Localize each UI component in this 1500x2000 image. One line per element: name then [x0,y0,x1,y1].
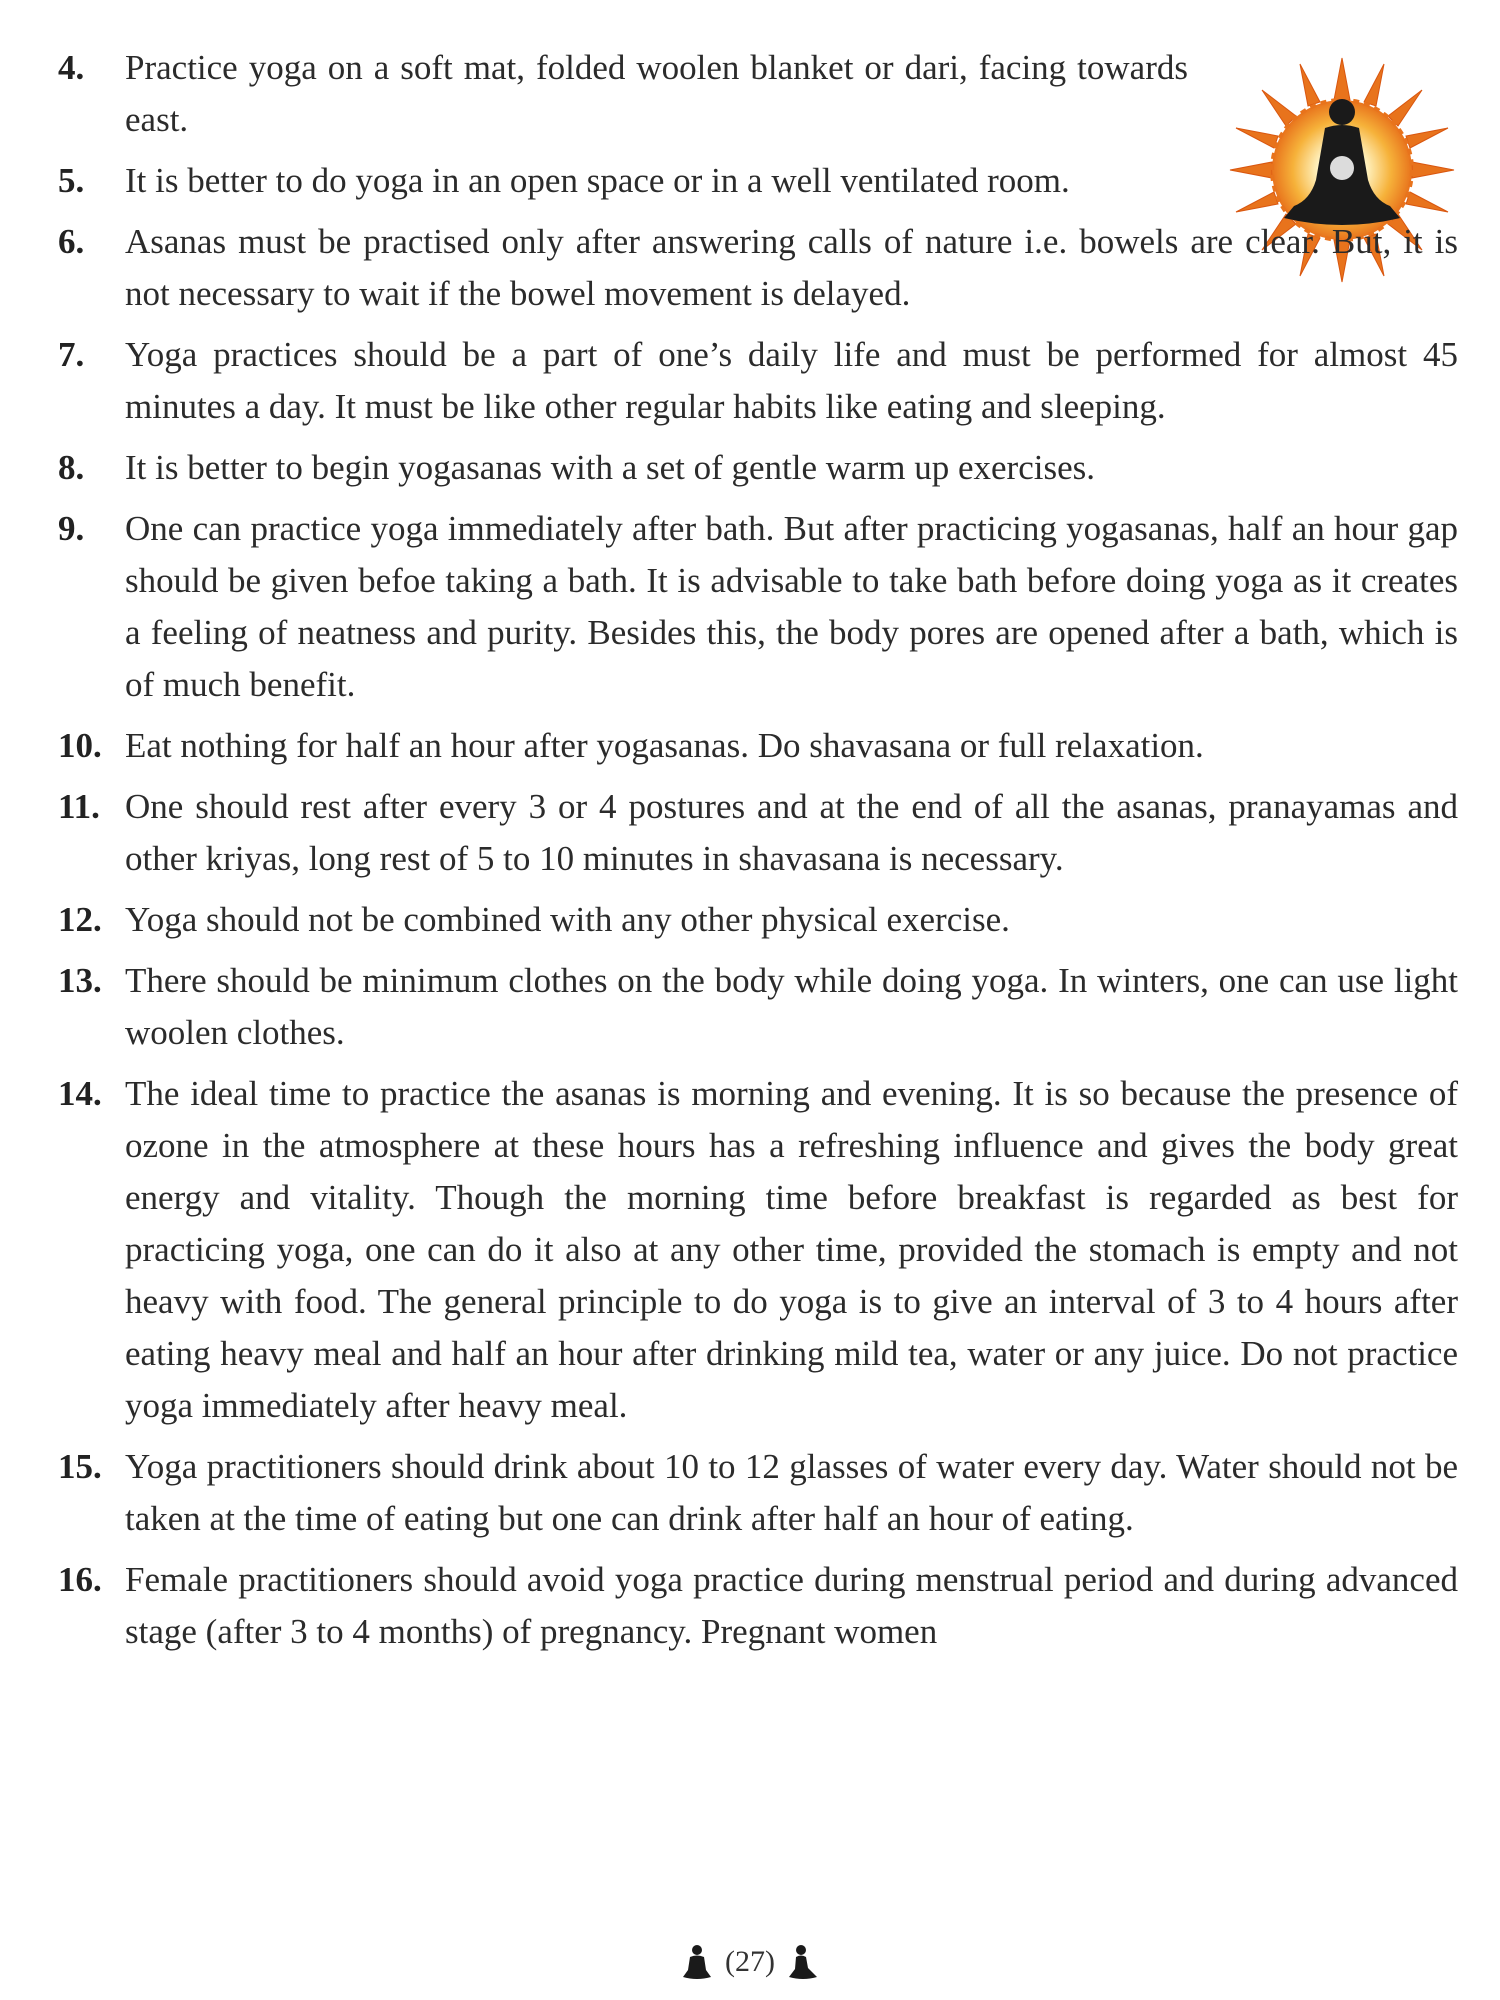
item-number: 14. [58,1074,102,1113]
list-item [58,42,1188,146]
list-item [58,1554,1458,1658]
item-number: 15. [58,1447,102,1486]
item-text: Yoga practices should be a part of one’s daily life and must be performed for almost 45 minutes a day. It must be like other regular habits like eating and sleeping. [125,335,1458,426]
item-text: One should rest after every 3 or 4 postures and at the end of all the asanas, pranayamas and other kriyas, long rest of 5 to 10 minutes in shavasana is necessary. [125,787,1458,878]
list-item [58,503,1458,711]
item-number: 10. [58,726,102,765]
item-text: Eat nothing for half an hour after yogasanas. Do shavasana or full relaxation. [125,726,1204,765]
item-number: 16. [58,1560,102,1599]
list-item [58,955,1458,1059]
item-text: Practice yoga on a soft mat, folded woolen blanket or dari, facing towards east. [125,48,1188,139]
item-number: 7. [58,335,85,374]
page-number: (27) [725,1945,775,1979]
item-text: Female practitioners should avoid yoga practice during menstrual period and during advanced stage (after 3 to 4 months) of pregnancy. Pregnant women [125,1560,1458,1651]
item-number: 6. [58,222,85,261]
list-item [58,155,1188,207]
item-number: 13. [58,961,102,1000]
seated-yogi-icon [788,1944,818,1980]
list-item [58,1441,1458,1545]
item-number: 11. [58,787,100,826]
list-item [58,216,1458,320]
item-text: It is better to do yoga in an open space or in a well ventilated room. [125,161,1070,200]
list-item [58,720,1458,772]
item-number: 4. [58,48,85,87]
list-item [58,1068,1458,1432]
item-text: One can practice yoga immediately after bath. But after practicing yogasanas, half an hour gap should be given befoe taking a bath. It is advisable to take bath before doing yoga as it creates a feeling of neatness and purity. Besides this, the body pores are opened after a bath, which is of much benefit. [125,509,1458,704]
item-text: Asanas must be practised only after answering calls of nature i.e. bowels are clear. But, it is not necessary to wait if the bowel movement is delayed. [125,222,1458,313]
item-number: 9. [58,509,85,548]
seated-yogi-icon [682,1944,712,1980]
page-footer [0,1940,1500,1982]
guidelines-list [58,42,1458,1667]
item-text: Yoga practitioners should drink about 10 to 12 glasses of water every day. Water should not be taken at the time of eating but one can drink after half an hour of eating. [125,1447,1458,1538]
item-number: 12. [58,900,102,939]
list-item [58,442,1458,494]
list-item [58,781,1458,885]
item-text: It is better to begin yogasanas with a set of gentle warm up exercises. [125,448,1095,487]
list-item [58,329,1458,433]
item-text: The ideal time to practice the asanas is morning and evening. It is so because the presence of ozone in the atmosphere at these hours has a refreshing influence and gives the body great energy and vitality. Though the morning time before breakfast is regarded as best for practicing yoga, one can do it also at any other time, provided the stomach is empty and not heavy with food. The general principle to do yoga is to give an interval of 3 to 4 hours after eating heavy meal and half an hour after drinking mild tea, water or any juice. Do not practice yoga immediately after heavy meal. [125,1074,1458,1425]
item-number: 5. [58,161,85,200]
item-text: Yoga should not be combined with any other physical exercise. [125,900,1010,939]
list-item [58,894,1458,946]
item-number: 8. [58,448,85,487]
item-text: There should be minimum clothes on the body while doing yoga. In winters, one can use light woolen clothes. [125,961,1458,1052]
